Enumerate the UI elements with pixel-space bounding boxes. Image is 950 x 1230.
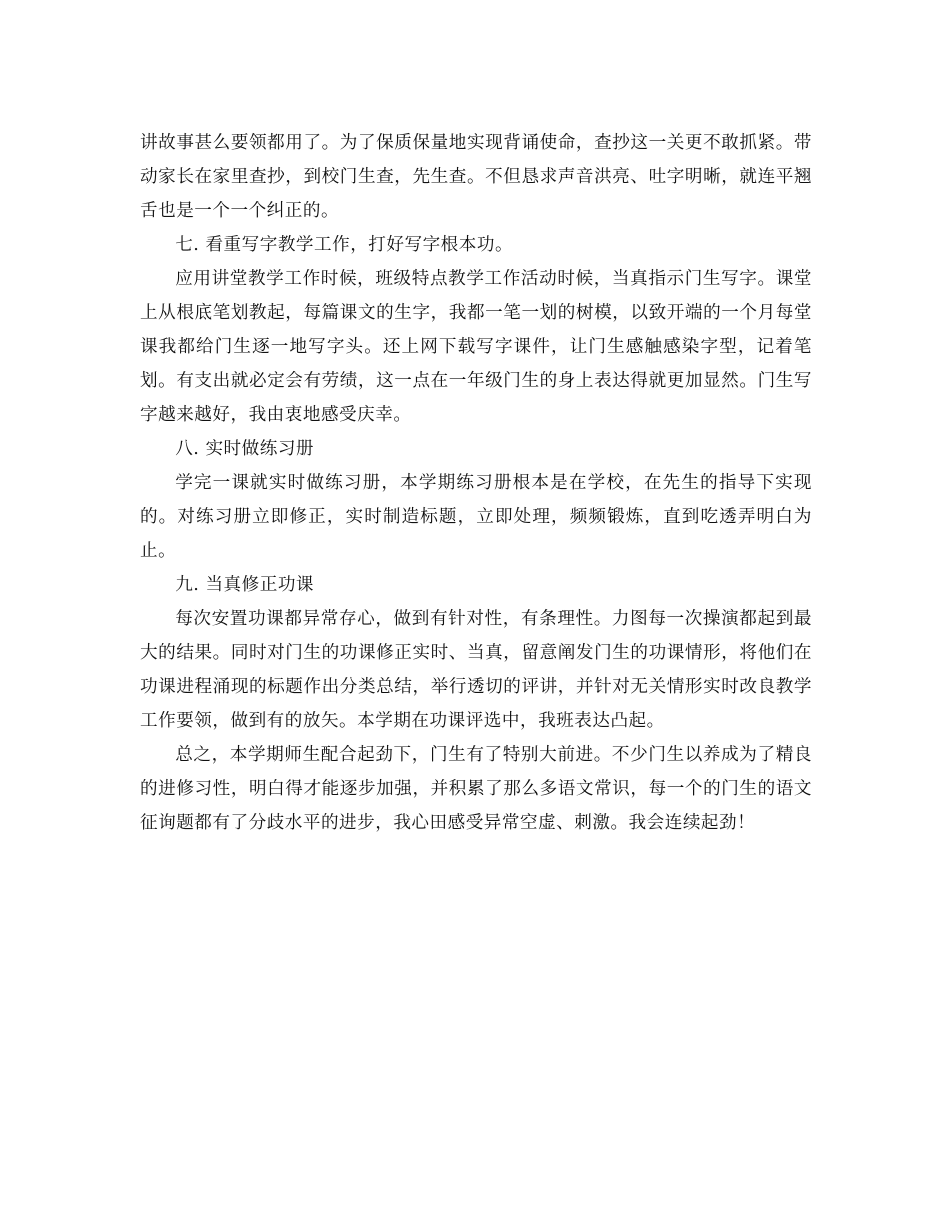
paragraph-continuation: 讲故事甚么要领都用了。为了保质保量地实现背诵使命，查抄这一关更不敢抓紧。带动家长在家里查抄，到校门生查，先生查。不但恳求声音洪亮、吐字明晰，就连平翘舌也是一个一个纠正的。 xyxy=(140,133,812,221)
section-heading-8: 八. 实时做练习册 xyxy=(175,439,315,459)
paragraph-homework: 每次安置功课都异常存心，做到有针对性，有条理性。力图每一次操演都起到最大的结果。同时对门生的功课修正实时、当真，留意阐发门生的功课情形，将他们在功课进程涌现的标题作出分类总结，举行透切的评讲，并针对无关情形实时改良教学工作要领，做到有的放矢。本学期在功课评选中，我班表达凸起。 xyxy=(140,609,812,731)
section-heading-9: 九. 当真修正功课 xyxy=(175,575,315,595)
document-body xyxy=(140,126,812,840)
paragraph-workbook: 学完一课就实时做练习册，本学期练习册根本是在学校，在先生的指导下实现的。对练习册立即修正，实时制造标题，立即处理，频频锻炼，直到吃透弄明白为止。 xyxy=(140,473,812,561)
section-heading-7: 七. 看重写字教学工作，打好写字根本功。 xyxy=(175,235,514,255)
paragraph-writing-teaching: 应用讲堂教学工作时候，班级特点教学工作活动时候，当真指示门生写字。课堂上从根底笔划教起，每篇课文的生字，我都一笔一划的树模，以致开端的一个月每堂课我都给门生逐一地写字头。还上网下载写字课件，让门生感触感染字型，记着笔划。有支出就必定会有劳绩，这一点在一年级门生的身上表达得就更加显然。门生写字越来越好，我由衷地感受庆幸。 xyxy=(140,269,812,425)
paragraph-summary: 总之，本学期师生配合起劲下，门生有了特别大前进。不少门生以养成为了精良的进修习性，明白得才能逐步加强，并积累了那么多语文常识，每一个的门生的语文征询题都有了分歧水平的进步，我心田感受异常空虚、刺激。我会连续起劲！ xyxy=(140,745,812,833)
